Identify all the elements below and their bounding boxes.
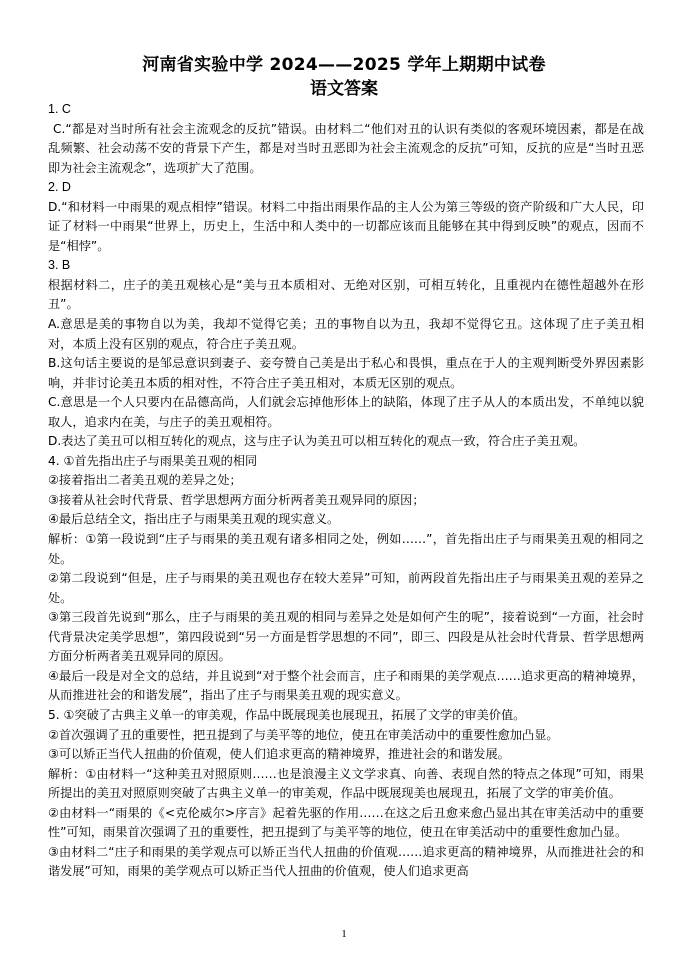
question-4-analysis-4: ④最后一段是对全文的总结，并且说到“对于整个社会而言，庄子和雨果的美学观点……追求更高的精神境界，从而推进社会的和谐发展”，指出了庄子与雨果美丑观的现实意义。 [48,668,644,703]
question-2-explanation: D.“和材料一中雨果的观点相悖”错误。材料二中指出雨果作品的主人公为第三等级的资产阶级和广大人民，印证了材料一中雨果“世界上，历史上，生活中和人类中的一切都应该而且能够在其中得到反映”的观点，因而不是“相悖”。 [48,199,644,253]
question-4-answer-point-4: ④最后总结全文，指出庄子与雨果美丑观的现实意义。 [48,512,340,527]
question-4-analysis-3: ③第三段首先说到“那么，庄子与雨果的美丑观的相同与差异之处是如何产生的呢”，接着说到“一方面，社会时代背景决定美学思想”，第四段说到“另一方面是哲学思想的不同”，即三、四段是从社会时代背景、哲学思想两方面分析两者美丑观异同的原因。 [48,610,644,664]
question-3-answer: 3. B [48,258,71,273]
question-4-answer-point-1: 4. ①首先指出庄子与雨果美丑观的相同 [48,453,258,468]
question-2-answer: 2. D [48,180,71,195]
question-3-intro: 根据材料二，庄子的美丑观核心是“美与丑本质相对、无绝对区别，可相互转化，且重视内在德性超越外在形丑”。 [48,277,644,312]
document-subtitle: 语文答案 [310,79,378,99]
question-4-answer-point-3: ③接着从社会时代背景、哲学思想两方面分析两者美丑观异同的原因； [48,492,425,507]
question-5-answer-point-3: ③可以矫正当代人扭曲的价值观，使人们追求更高的精神境界，推进社会的和谐发展。 [48,747,510,762]
question-1-explanation: C.“都是对当时所有社会主流观念的反抗”错误。由材料二“他们对丑的认识有类似的客观环境因素，都是在战乱频繁、社会动荡不安的背景下产生，都是对当时丑恶即为社会主流观念的反抗”可知，反抗的应是“当时丑恶即为社会主流观念”，选项扩大了范围。 [48,121,644,175]
question-4-answer-point-2: ②接着指出二者美丑观的差异之处； [48,473,242,488]
question-5-analysis-2: ②由材料一“雨果的《<克伦威尔>序言》起着先驱的作用……在这之后丑愈来愈凸显出其在审美活动中的重要性”可知，雨果首次强调了丑的重要性，把丑提到了与美平等的地位，使丑在审美活动中的重要性愈加凸显。 [48,805,644,840]
question-5-analysis-1: 解析：①由材料一“这种美丑对照原则……也是浪漫主义文学求真、向善、表现自然的特点之体现”可知，雨果所提出的美丑对照原则突破了古典主义单一的审美观，作品中既展现美也展现丑，拓展了文学的审美价值。 [48,766,644,801]
question-1-answer: 1. C [48,102,71,116]
answer-body [48,100,644,882]
question-3-option-a: A.意思是美的事物自以为美，我却不觉得它美；丑的事物自以为丑，我却不觉得它丑。这体现了庄子美丑相对，本质上没有区别的观点，符合庄子美丑观。 [48,317,644,351]
question-3-option-b: B.这句话主要说的是邹忌意识到妻子、妾夸赞自己美是出于私心和畏惧，重点在于人的主观判断受外界因素影响，并非讨论美丑本质的相对性，不符合庄子美丑相对，本质无区别的观点。 [48,356,644,390]
question-5-answer-point-2: ②首次强调了丑的重要性，把丑提到了与美平等的地位，使丑在审美活动中的重要性愈加凸显。 [48,727,559,742]
question-4-analysis-2: ②第二段说到“但是，庄子与雨果的美丑观也存在较大差异”可知，前两段首先指出庄子与雨果美丑观的差异之处。 [48,571,644,605]
question-4-analysis-1: 解析：①第一段说到“庄子与雨果的美丑观有诸多相同之处，例如……”，首先指出庄子与雨果美丑观的相同之处。 [48,532,644,566]
question-5-analysis-3: ③由材料二“庄子和雨果的美学观点可以矫正当代人扭曲的价值观……追求更高的精神境界，从而推进社会的和谐发展”可知，雨果的美学观点可以矫正当代人扭曲的价值观，使人们追求更高 [48,844,644,879]
question-3-option-c: C.意思是一个人只要内在品德高尚，人们就会忘掉他形体上的缺陷，体现了庄子从人的本质出发，不单纯以貌取人，追求内在美，与庄子的美丑观相符。 [48,395,644,429]
question-3-option-d: D.表达了美丑可以相互转化的观点，这与庄子认为美丑可以相互转化的观点一致，符合庄子美丑观。 [48,434,586,449]
page-number: 1 [341,928,347,940]
question-5-answer-point-1: 5. ①突破了古典主义单一的审美观，作品中既展现美也展现丑，拓展了文学的审美价值。 [48,707,526,722]
document-title: 河南省实验中学 2024——2025 学年上期期中试卷 [142,55,546,75]
